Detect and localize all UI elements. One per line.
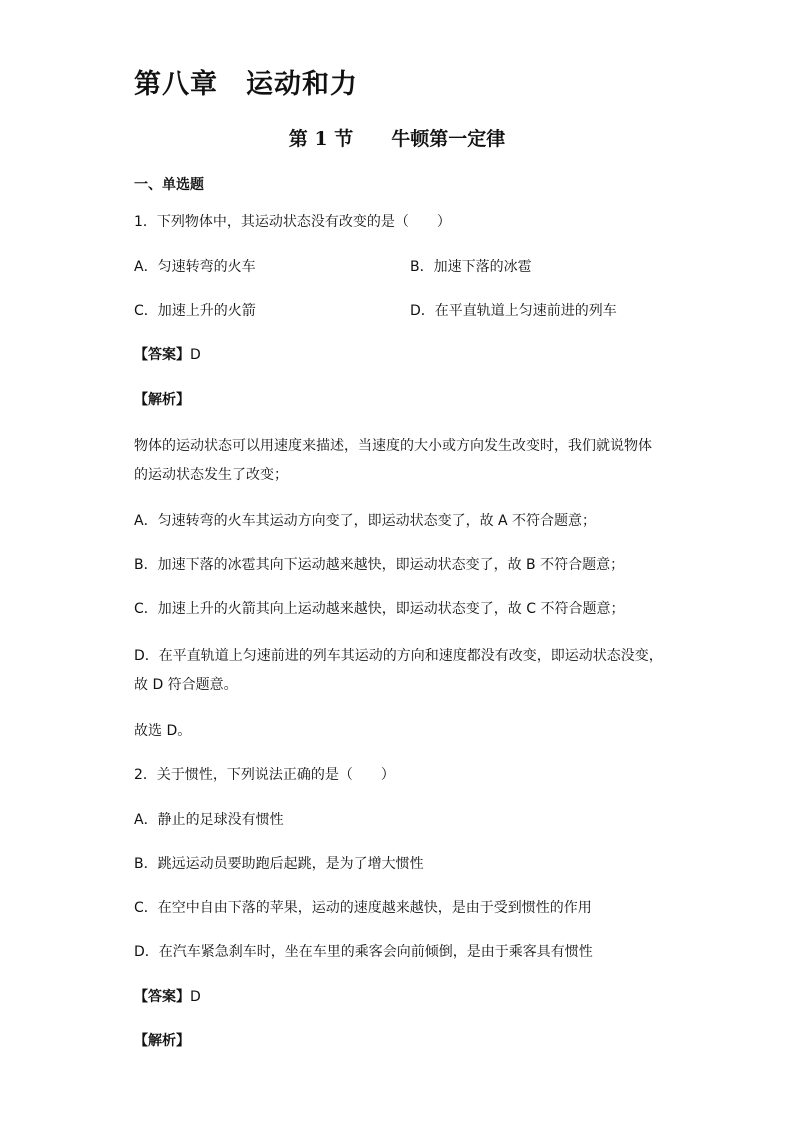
question-1-option-d: D．在平直轨道上匀速前进的列车 <box>410 303 617 319</box>
question-1-analysis-intro: 物体的运动状态可以用速度来描述，当速度的大小或方向发生改变时，我们就说物体的运动状态发生了改变； <box>134 438 652 483</box>
question-2-analysis-label: 【解析】 <box>134 1033 190 1049</box>
question-2-option-d: D．在汽车紧急刹车时，坐在车里的乘客会向前倾倒，是由于乘客具有惯性 <box>134 944 593 960</box>
answer-label: 【答案】 <box>134 989 190 1005</box>
question-2-option-b: B．跳远运动员要助跑后起跳，是为了增大惯性 <box>134 856 424 872</box>
question-1-analysis-b: B．加速下落的冰雹其向下运动越来越快，即运动状态变了，故 B 不符合题意； <box>134 557 625 573</box>
question-2-option-c: C．在空中自由下落的苹果，运动的速度越来越快，是由于受到惯性的作用 <box>134 900 592 916</box>
question-1-analysis-d: D．在平直轨道上匀速前进的列车其运动的方向和速度都没有改变，即运动状态没变，故 D 符合题意。 <box>134 648 663 693</box>
question-1-analysis-label: 【解析】 <box>134 392 190 408</box>
chapter-title: 第八章 运动和力 <box>134 69 358 100</box>
question-1-stem: 1．下列物体中，其运动状态没有改变的是（ ） <box>134 214 451 230</box>
answer-value: D <box>190 347 201 363</box>
answer-value: D <box>190 989 201 1005</box>
section-title: 第 1 节 牛顿第一定律 <box>288 128 506 150</box>
question-2-stem: 2．关于惯性，下列说法正确的是（ ） <box>134 767 395 783</box>
question-1-option-b: B．加速下落的冰雹 <box>410 259 532 275</box>
answer-label: 【答案】 <box>134 347 190 363</box>
question-1-option-a: A．匀速转弯的火车 <box>134 259 256 275</box>
question-1-analysis-a: A．匀速转弯的火车其运动方向变了，即运动状态变了，故 A 不符合题意； <box>134 513 597 529</box>
question-1-option-c: C．加速上升的火箭 <box>134 303 256 319</box>
question-1-answer <box>134 345 201 365</box>
question-2-answer <box>134 987 201 1007</box>
question-1-analysis-c: C．加速上升的火箭其向上运动越来越快，即运动状态变了，故 C 不符合题意； <box>134 601 625 617</box>
question-1-conclusion: 故选 D。 <box>134 723 192 739</box>
section-heading: 一、单选题 <box>134 177 204 193</box>
question-2-option-a: A．静止的足球没有惯性 <box>134 812 284 828</box>
